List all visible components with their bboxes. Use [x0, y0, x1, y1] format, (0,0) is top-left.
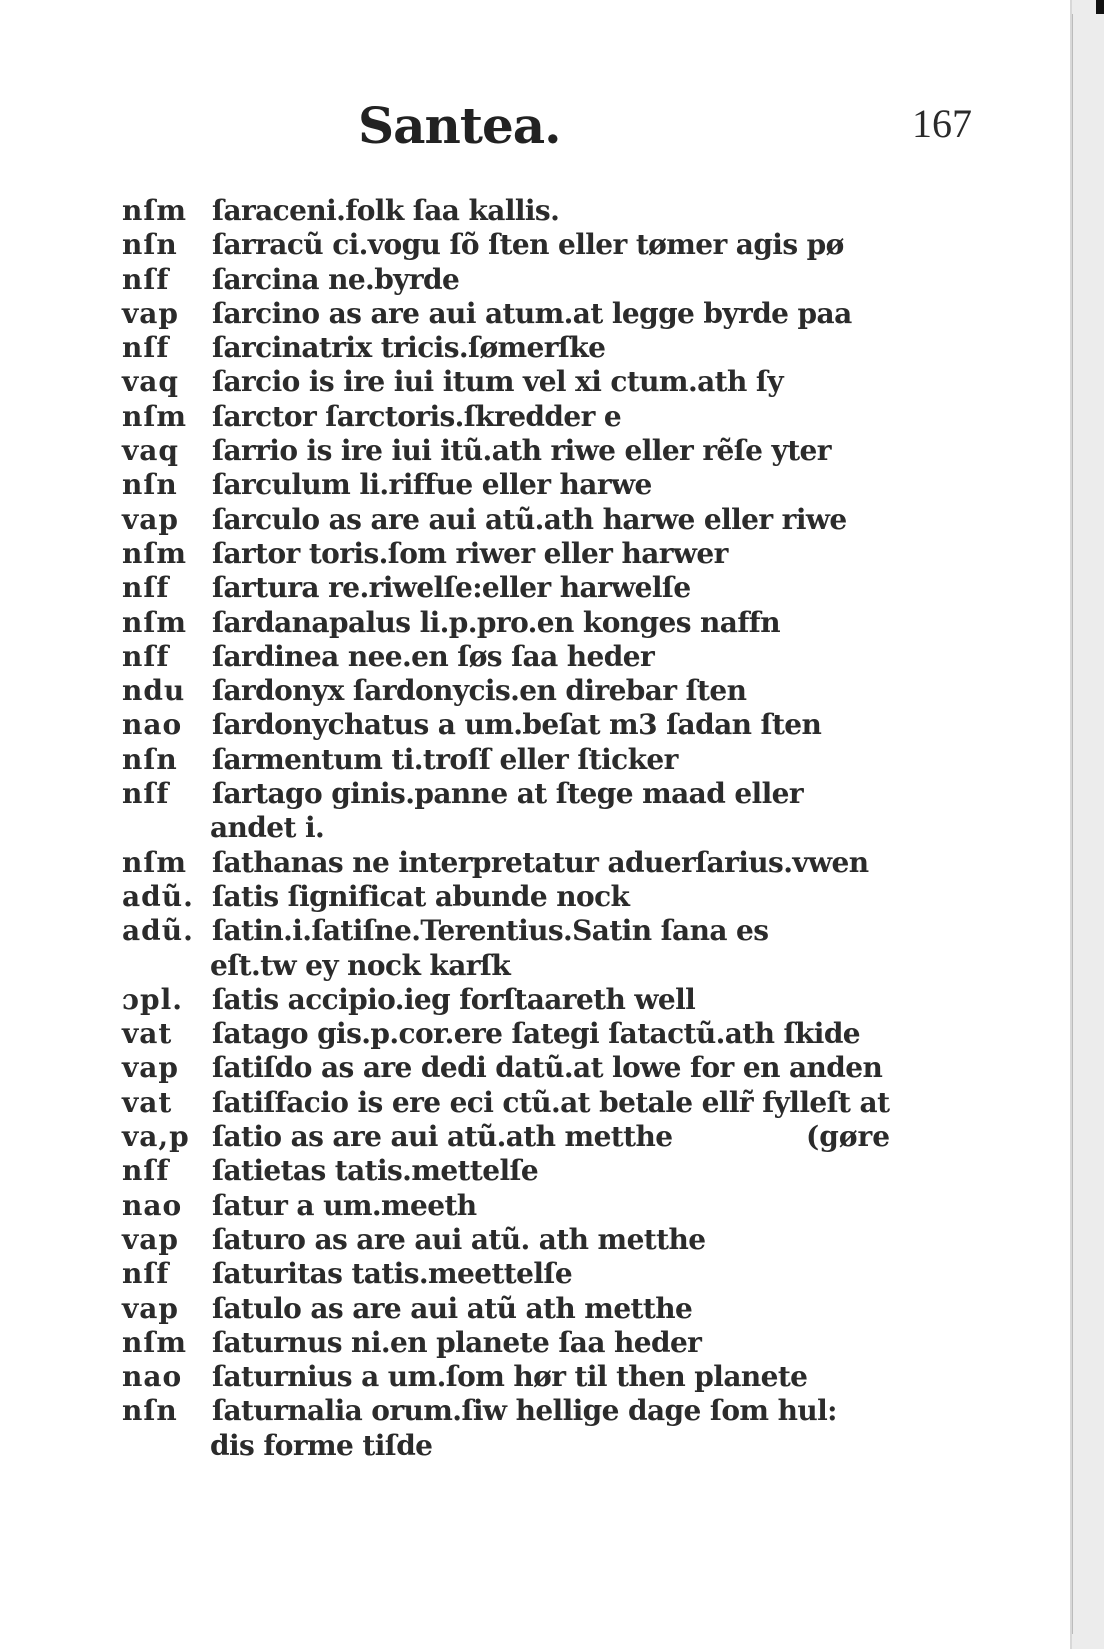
grammar-code: nao — [122, 708, 183, 742]
grammar-code: va,p — [122, 1120, 190, 1154]
dictionary-entry — [122, 1154, 982, 1188]
grammar-code: nſm — [122, 845, 188, 879]
grammar-code: nſm — [122, 1325, 188, 1359]
grammar-code: nſm — [122, 399, 188, 433]
dictionary-entry — [122, 880, 982, 914]
grammar-code: ɔpl. — [122, 982, 184, 1016]
dictionary-entry — [122, 228, 982, 262]
entry-text: ſaturnalia orum.ſiw hellige dage ſom hul: — [212, 1394, 837, 1428]
dictionary-entry — [122, 743, 982, 777]
dictionary-entry — [122, 1223, 982, 1257]
entry-text: ſartago ginis.panne at ſtege maad eller — [212, 777, 803, 811]
entry-text: ſardanapalus li.p.pro.en konges naffn — [212, 605, 781, 639]
entry-text: ſatis accipio.ieg forſtaareth well — [212, 982, 696, 1016]
entry-text: ſatin.i.ſatiſne.Terentius.Satin ſana es — [212, 914, 769, 948]
dictionary-entry — [122, 297, 982, 331]
dictionary-entry — [122, 777, 982, 811]
grammar-code: nſn — [122, 742, 178, 776]
entry-text: ſaturo as are aui atũ. ath metthe — [212, 1222, 706, 1256]
entry-text: ſatiſfacio is ere eci ctũ.at betale ellr̃ fylleſt at — [212, 1085, 890, 1119]
entry-text: ſatietas tatis.mettelſe — [212, 1154, 539, 1188]
dictionary-entry — [122, 1292, 982, 1326]
grammar-code: nao — [122, 1188, 183, 1222]
dictionary-entry — [122, 434, 982, 468]
grammar-code: nſn — [122, 1394, 178, 1428]
entry-text: ſartor toris.ſom riwer eller harwer — [212, 536, 728, 570]
grammar-code: nſf — [122, 639, 170, 673]
dictionary-entry-continuation — [122, 949, 982, 983]
dictionary-entry — [122, 1051, 982, 1085]
grammar-code: vap — [122, 1222, 179, 1256]
entry-text: ſarculum li.riffue eller harwe — [212, 468, 652, 502]
dictionary-entry — [122, 1120, 982, 1154]
dictionary-entries — [122, 194, 982, 1463]
dictionary-entry-continuation — [122, 811, 982, 845]
page-edge-divider — [1072, 14, 1073, 1634]
grammar-code: nſf — [122, 1257, 170, 1291]
grammar-code: nſf — [122, 571, 170, 605]
entry-text: eſt.tw ey nock karſk — [210, 948, 511, 982]
dictionary-entry — [122, 503, 982, 537]
dictionary-entry — [122, 606, 982, 640]
grammar-code: nſf — [122, 262, 170, 296]
scan-edge-mark — [1096, 0, 1104, 14]
entry-text: ſardonychatus a um.beſat m3 ſadan ſten — [212, 708, 822, 742]
dictionary-entry — [122, 537, 982, 571]
entry-text: ſatago gis.p.cor.ere ſategi ſatactũ.ath ſkide — [212, 1017, 861, 1051]
entry-text: ſarcina ne.byrde — [212, 262, 460, 296]
entry-text: ſarculo as are aui atũ.ath harwe eller riwe — [212, 502, 847, 536]
dictionary-entry — [122, 674, 982, 708]
dictionary-entry — [122, 1360, 982, 1394]
entry-text: ſardonyx ſardonycis.en direbar ſten — [212, 674, 747, 708]
dictionary-entry — [122, 1086, 982, 1120]
entry-text: andet i. — [210, 811, 325, 845]
dictionary-entry — [122, 1017, 982, 1051]
entry-text: ſarcio is ire iui itum vel xi ctum.ath ſy — [212, 365, 783, 399]
dictionary-entry — [122, 571, 982, 605]
page-number: 167 — [912, 101, 972, 146]
dictionary-entry — [122, 263, 982, 297]
page-header-title: Santea. — [358, 96, 561, 155]
entry-text: ſarcinatrix tricis.ſømerſke — [212, 331, 606, 365]
entry-text: ſarcino as are aui atum.at legge byrde paa — [212, 296, 852, 330]
grammar-code: nſf — [122, 331, 170, 365]
dictionary-entry — [122, 365, 982, 399]
grammar-code: adũ. — [122, 879, 194, 913]
grammar-code: nſn — [122, 228, 178, 262]
dictionary-entry — [122, 983, 982, 1017]
entry-text: ſarracũ ci.vogu ſõ ſten eller tømer agis pø — [212, 228, 844, 262]
entry-text: ſaraceni.folk ſaa kallis. — [212, 194, 560, 227]
dictionary-entry — [122, 400, 982, 434]
grammar-code: vaq — [122, 365, 179, 399]
grammar-code: vap — [122, 502, 179, 536]
entry-text: ſatur a um.meeth — [212, 1188, 477, 1222]
dictionary-entry — [122, 640, 982, 674]
grammar-code: nſm — [122, 194, 188, 227]
dictionary-entry — [122, 1326, 982, 1360]
dictionary-entry — [122, 846, 982, 880]
entry-text: ſartura re.riwelſe:eller harwelſe — [212, 571, 691, 605]
grammar-code: vat — [122, 1017, 173, 1051]
dictionary-entry-continuation — [122, 1429, 982, 1463]
grammar-code: nſm — [122, 605, 188, 639]
entry-text: ſaturnius a um.ſom hør til then planete — [212, 1360, 808, 1394]
grammar-code: vap — [122, 296, 179, 330]
grammar-code: ndu — [122, 674, 186, 708]
grammar-code: vat — [122, 1085, 173, 1119]
grammar-code: nſf — [122, 777, 170, 811]
grammar-code: vaq — [122, 434, 179, 468]
entry-text: ſathanas ne interpretatur aduerſarius.vwen — [212, 845, 869, 879]
dictionary-entry — [122, 194, 982, 228]
entry-text: ſatis ſignificat abunde nock — [212, 879, 630, 913]
dictionary-entry — [122, 1394, 982, 1428]
grammar-code: vap — [122, 1051, 179, 1085]
entry-text: ſarrio is ire iui itũ.ath riwe eller rẽſe yter — [212, 434, 831, 468]
entry-margin-note: (gøre — [806, 1120, 891, 1154]
entry-text: dis forme tiſde — [210, 1428, 433, 1462]
dictionary-entry — [122, 708, 982, 742]
grammar-code: nſn — [122, 468, 178, 502]
entry-text: ſatio as are aui atũ.ath metthe — [212, 1120, 673, 1154]
entry-text: ſardinea nee.en ſøs ſaa heder — [212, 639, 655, 673]
entry-text: ſaturnus ni.en planete ſaa heder — [212, 1325, 702, 1359]
entry-text: ſatiſdo as are dedi datũ.at lowe for en anden — [212, 1051, 883, 1085]
dictionary-entry — [122, 1257, 982, 1291]
grammar-code: nſm — [122, 536, 188, 570]
dictionary-entry — [122, 1189, 982, 1223]
dictionary-entry — [122, 331, 982, 365]
grammar-code: nao — [122, 1360, 183, 1394]
dictionary-entry — [122, 468, 982, 502]
grammar-code: vap — [122, 1291, 179, 1325]
entry-text: ſarctor ſarctoris.ſkredder e — [212, 399, 622, 433]
grammar-code: adũ. — [122, 914, 194, 948]
entry-text: ſarmentum ti.troſſ eller ſticker — [212, 742, 678, 776]
entry-text: ſatulo as are aui atũ ath metthe — [212, 1291, 693, 1325]
grammar-code: nſf — [122, 1154, 170, 1188]
dictionary-entry — [122, 914, 982, 948]
entry-text: ſaturitas tatis.meettelſe — [212, 1257, 573, 1291]
